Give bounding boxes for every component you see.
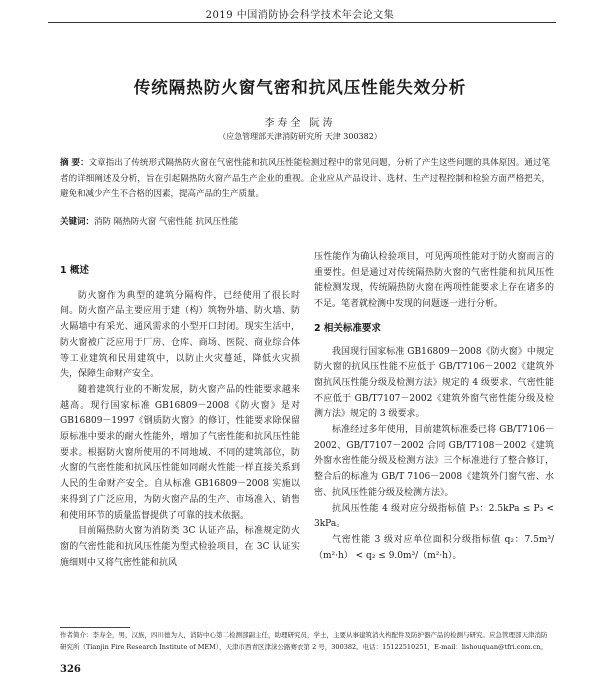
paragraph: 抗风压性能 4 级对应分级指标值 P₃：2.5kPa ≤ P₃ < 3kPa。	[314, 503, 554, 530]
keywords	[60, 215, 550, 229]
abstract-text: 文章指出了传统形式隔热防火窗在气密性能和抗风压性能检测过程中的常见问题，分析了产生这些问题的具体原因。通过笔者的详细阐述及分析，旨在引起隔热防火窗产品生产企业的重视。企业应从产品设计、选材、生产过程控制和检验方面严格把关，避免和减少产生不合格的因素，提高产品的生产质量。	[60, 158, 550, 199]
page-number: 326	[60, 664, 81, 675]
keywords-label: 关键词：	[60, 217, 95, 227]
section-heading: 1 概述	[60, 265, 89, 276]
footnote-rule	[60, 627, 130, 628]
paper-title: 传统隔热防火窗气密和抗风压性能失效分析	[133, 78, 467, 97]
author-footnote: 作者简介：李寿全，男，汉族，四川德为人，消防中心第二检测部副主任，助理研究员，学士，主要从事建筑消火构配件及防护器产品的检测与研究。应急管理部天津消防研究所（Tianjin Fire Research Institute of MEM），天津市西青区津涞公路赛衣第 2 号，300382。电话：15122510251，E-mail：lishouquan@tfri.com.cn。	[60, 631, 548, 651]
keywords-text: 消防 隔热防火窗 气密性能 抗风压性能	[94, 217, 239, 227]
paragraph: 标准经过多年使用，目前建筑标准委已将 GB/T7106－2002、GB/T7107－2002 合同 GB/T7108－2002《建筑外窗水密性能分级及检测方法》三个标准进行了整合修订，整合后的标准为 GB/T 7106－2008《建筑外门窗气密、水密、抗风压性能分级及检测方法》。	[314, 425, 554, 498]
paper-authors: 李寿全 阮涛	[264, 118, 336, 129]
abstract-label: 摘 要：	[60, 158, 89, 168]
left-column	[60, 263, 300, 571]
paragraph: 目前隔热防火窗为消防类 3C 认证产品，标准规定防火窗的气密性能和抗风压性能为型式检验项目，在 3C 认证实施细则中又将气密性能和抗风	[60, 526, 300, 568]
abstract	[60, 156, 550, 203]
right-column	[314, 250, 554, 564]
paper-affiliation: （应急管理部天津消防研究所 天津 300382）	[218, 132, 382, 141]
header-rule	[48, 22, 556, 23]
section-heading: 2 相关标准要求	[314, 322, 381, 334]
paragraph: 气密性能 3 级对应单位面积分级指标值 q₂：7.5m³/（m²·h） < q₂ ≤ 9.0m³/（m²·h）。	[314, 534, 554, 561]
paragraph: 防火窗作为典型的建筑分隔构件，已经使用了很长时间。防火窗产品主要应用于建（构）筑物外墙、防火墙、防火隔墙中有采光、通风需求的小型开口封闭。现实生活中，防火窗被广泛应用于厂房、仓库、商场、医院、商业综合体等工业建筑和民用建筑中，以防止火灾蔓延，降低火灾损失，保障生命财产安全。	[60, 290, 300, 380]
paragraph: 随着建筑行业的不断发展，防火窗产品的性能要求越来越高。现行国家标准 GB16809－2008《防火窗》是对 GB16809－1997《钢质防火窗》的修订，性能要求除保留原标准中要求的耐火性能外，增加了气密性能和抗风压性能要求。根据防火窗所使用的不同地域、不同的建筑部位，防火窗的气密性能和抗风压性能如同耐火性能一样直接关系到人民的生命财产安全。自从标准 GB16809－2008 实施以来得到了广泛应用，为防火窗产品的生产、市场准入、销售和使用环节的质量监督提供了可靠的技术依据。	[60, 384, 300, 521]
running-header: 2019 中国消防协会科学技术年会论文集	[205, 10, 395, 21]
paragraph: 我国现行国家标准 GB16809－2008《防火窗》中规定防火窗的抗风压性能不应低于 GB/T7106－2002《建筑外窗抗风压性能分级及检测方法》规定的 4 级要求、气密性能不应低于 GB/T7107－2002《建筑外窗气密性能分级及检测方法》规定的 3 级要求。	[314, 346, 554, 420]
paragraph-continued: 压性能作为确认检验项目，可见两项性能对于防火窗而言的重要性。但是通过对传统隔热防火窗的气密性能和抗风压性能检测发现，传统隔热防火窗在两项性能要求上存在诸多的不足。笔者就检测中发现的问题逐一进行分析。	[314, 252, 554, 310]
